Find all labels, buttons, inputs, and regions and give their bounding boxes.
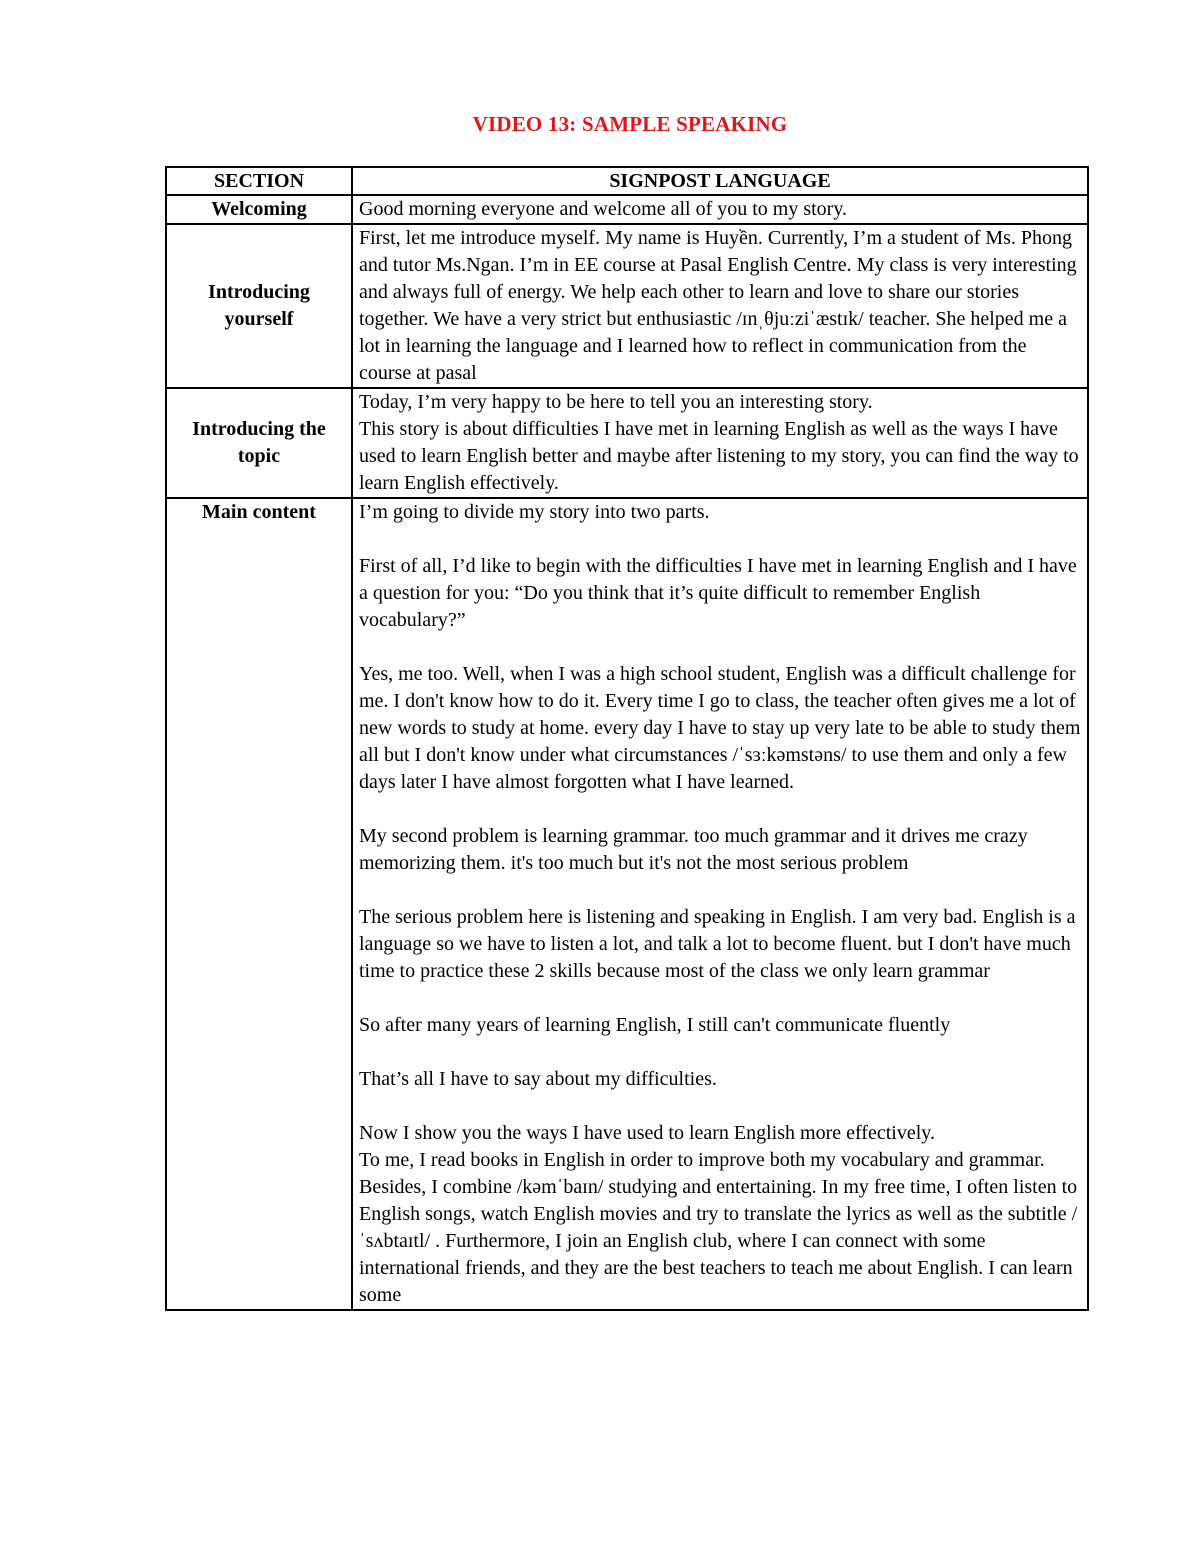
content-paragraph: To me, I read books in English in order to improve both my vocabulary and grammar. Besides, I combine /kəmˈbaɪn/ studying and entertaining. In my free time, I often listen to English songs, watch English movies and try to translate the lyrics as well as the subtitle /ˈsʌbtaɪtl/ . Furthermore, I join an English club, where I can connect with some international friends, and they are the best teachers to teach me about English. I can learn some	[359, 1149, 1078, 1306]
content-paragraph: Now I show you the ways I have used to learn English more effectively.	[359, 1122, 935, 1144]
header-signpost-language: SIGNPOST LANGUAGE	[352, 167, 1088, 195]
paragraph-spacer	[359, 985, 1081, 1012]
paragraph-spacer	[359, 526, 1081, 553]
page-title: VIDEO 13: SAMPLE SPEAKING	[472, 112, 788, 136]
signpost-table	[165, 166, 1089, 1311]
paragraph-spacer	[359, 877, 1081, 904]
section-content	[352, 224, 1088, 388]
paragraph-spacer	[359, 634, 1081, 661]
content-paragraph: First of all, I’d like to begin with the difficulties I have met in learning English and I have a question for you: “Do you think that it’s quite difficult to remember English vocabulary?”	[359, 555, 1077, 631]
table-row	[166, 224, 1088, 388]
section-label: Main content	[166, 498, 352, 1310]
table-header-row	[166, 167, 1088, 195]
section-content	[352, 388, 1088, 498]
content-paragraph: My second problem is learning grammar. too much grammar and it drives me crazy memorizing them. it's too much but it's not the most serious problem	[359, 825, 1028, 874]
content-paragraph: Today, I’m very happy to be here to tell you an interesting story.	[359, 391, 873, 413]
header-section: SECTION	[166, 167, 352, 195]
content-paragraph: Yes, me too. Well, when I was a high school student, English was a difficult challenge for me. I don't know how to do it. Every time I go to class, the teacher often gives me a lot of new words to study at home. every day I have to stay up very late to be able to study them all but I don't know under what circumstances /ˈsɜːkəmstəns/ to use them and only a few days later I have almost forgotten what I have learned.	[359, 663, 1081, 793]
table-row	[166, 388, 1088, 498]
content-paragraph: This story is about difficulties I have met in learning English as well as the ways I have used to learn English better and maybe after listening to my story, you can find the way to learn English effectively.	[359, 418, 1079, 494]
section-content	[352, 498, 1088, 1310]
paragraph-spacer	[359, 1039, 1081, 1066]
table-row	[166, 195, 1088, 224]
section-label: Introducing the topic	[166, 388, 352, 498]
section-label: Welcoming	[166, 195, 352, 224]
content-paragraph: Good morning everyone and welcome all of you to my story.	[359, 198, 848, 220]
content-paragraph: I’m going to divide my story into two parts.	[359, 501, 710, 523]
content-paragraph: The serious problem here is listening and speaking in English. I am very bad. English is a language so we have to listen a lot, and talk a lot to become fluent. but I don't have much time to practice these 2 skills because most of the class we only learn grammar	[359, 906, 1076, 982]
content-paragraph: That’s all I have to say about my difficulties.	[359, 1068, 717, 1090]
table-row	[166, 498, 1088, 1310]
paragraph-spacer	[359, 796, 1081, 823]
section-label: Introducing yourself	[166, 224, 352, 388]
section-content	[352, 195, 1088, 224]
content-paragraph: First, let me introduce myself. My name is Huyền. Currently, I’m a student of Ms. Phong and tutor Ms.Ngan. I’m in EE course at Pasal English Centre. My class is very interesting and always full of energy. We help each other to learn and love to share our stories together. We have a very strict but enthusiastic /ɪnˌθjuːziˈæstɪk/ teacher. She helped me a lot in learning the language and I learned how to reflect in communication from the course at pasal	[359, 227, 1077, 384]
content-paragraph: So after many years of learning English, I still can't communicate fluently	[359, 1014, 951, 1036]
paragraph-spacer	[359, 1093, 1081, 1120]
